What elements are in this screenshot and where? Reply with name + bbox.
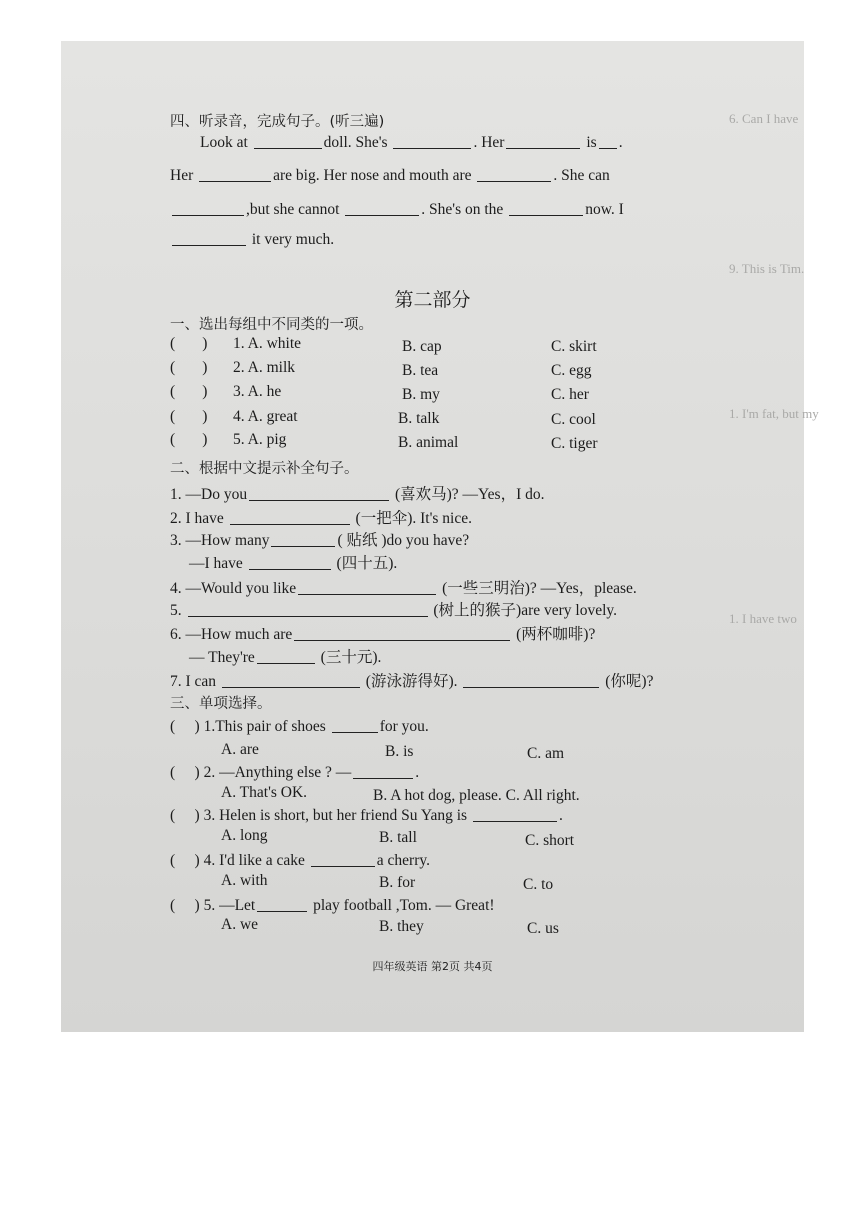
answer-blank[interactable]: ( ) (170, 383, 208, 400)
question-a: 4. A. great (233, 408, 298, 425)
option-c: C. tiger (551, 435, 598, 452)
answer-blank[interactable]: ( ) (170, 408, 208, 425)
option-b: B. tea (402, 362, 439, 379)
option-c: C. cool (551, 411, 596, 428)
answer-blank[interactable]: ( ) (170, 764, 200, 781)
answer-blank[interactable]: ( ) (170, 718, 200, 735)
paragraph-line: it very much. (170, 231, 334, 249)
mc-question: ( ) 5. —Let play football ,Tom. — Great! (170, 897, 495, 914)
mc-question: ( ) 1.This pair of shoes for you. (170, 718, 429, 735)
page-footer: 四年级英语 第2页 共4页 (372, 960, 493, 973)
section-heading: 三、单项选择。 (170, 696, 272, 712)
option-c: C. skirt (551, 338, 597, 355)
question-line: 3. —How many ( 贴纸 )do you have? (170, 532, 470, 549)
option-c: C. her (551, 386, 589, 403)
option-b: B. for (379, 874, 416, 891)
section-heading: 四、听录音，完成句子。(听三遍) (170, 114, 385, 130)
answer-blank[interactable]: ( ) (170, 807, 200, 824)
option-c: C. am (527, 745, 565, 762)
option-a: A. long (221, 827, 268, 844)
mc-question: ( ) 2. —Anything else ? — . (170, 764, 420, 781)
option-a: A. That's OK. (221, 784, 308, 801)
question-a: 3. A. he (233, 383, 282, 400)
question-line: 4. —Would you like (一些三明治)? —Yes，please. (170, 580, 637, 597)
option-c: C. egg (551, 362, 592, 379)
question-line: 5. (树上的猴子)are very lovely. (170, 602, 618, 619)
question-a: 1. A. white (233, 335, 302, 352)
answer-blank[interactable]: ( ) (170, 897, 200, 914)
option-a: A. with (221, 872, 268, 889)
option-b: B. A hot dog, please. C. All right. (373, 787, 580, 804)
mc-question: ( ) 3. Helen is short, but her friend Su Yang is . (170, 807, 563, 824)
option-b: B. is (385, 743, 414, 760)
mc-question: ( ) 4. I'd like a cake a cherry. (170, 852, 431, 869)
question-line: 7. I can (游泳游得好). (你呢)? (170, 673, 654, 690)
bleed-text: 1. I'm fat, but my (729, 406, 819, 421)
section-heading: 二、根据中文提示补全句子。 (170, 461, 359, 477)
answer-blank[interactable]: ( ) (170, 335, 208, 352)
exam-page (61, 41, 819, 1032)
option-c: C. to (523, 876, 554, 893)
question-a: 2. A. milk (233, 359, 296, 376)
paragraph-line: Look at doll. She's . Her is . (200, 134, 623, 151)
question-line: 6. —How much are (两杯咖啡)? (170, 626, 596, 643)
question-line: — They're (三十元). (189, 649, 382, 666)
section-heading: 一、选出每组中不同类的一项。 (170, 317, 373, 333)
question-line: —I have (四十五). (189, 555, 398, 572)
paragraph-line: ,but she cannot . She's on the now. I (170, 201, 624, 219)
option-b: B. talk (398, 410, 440, 427)
option-a: A. we (221, 916, 259, 933)
option-b: B. cap (402, 338, 442, 355)
option-b: B. tall (379, 829, 417, 846)
option-b: B. my (402, 386, 440, 403)
part-title: 第二部分 (394, 289, 471, 311)
option-c: C. short (525, 832, 575, 849)
bleed-text: 1. I have two (729, 611, 797, 626)
answer-blank[interactable]: ( ) (170, 359, 208, 376)
question-a: 5. A. pig (233, 431, 287, 448)
option-b: B. animal (398, 434, 459, 451)
question-line: 1. —Do you (喜欢马)? —Yes，I do. (170, 486, 545, 503)
bleed-text: 6. Can I have (729, 111, 799, 126)
question-line: 2. I have (一把伞). It's nice. (170, 510, 472, 527)
bleed-text: 9. This is Tim. (729, 261, 805, 276)
option-b: B. they (379, 918, 424, 935)
answer-blank[interactable]: ( ) (170, 431, 208, 448)
option-a: A. are (221, 741, 259, 758)
answer-blank[interactable]: ( ) (170, 852, 200, 869)
paragraph-line: Her are big. Her nose and mouth are . She can (170, 167, 610, 184)
option-c: C. us (527, 920, 559, 937)
